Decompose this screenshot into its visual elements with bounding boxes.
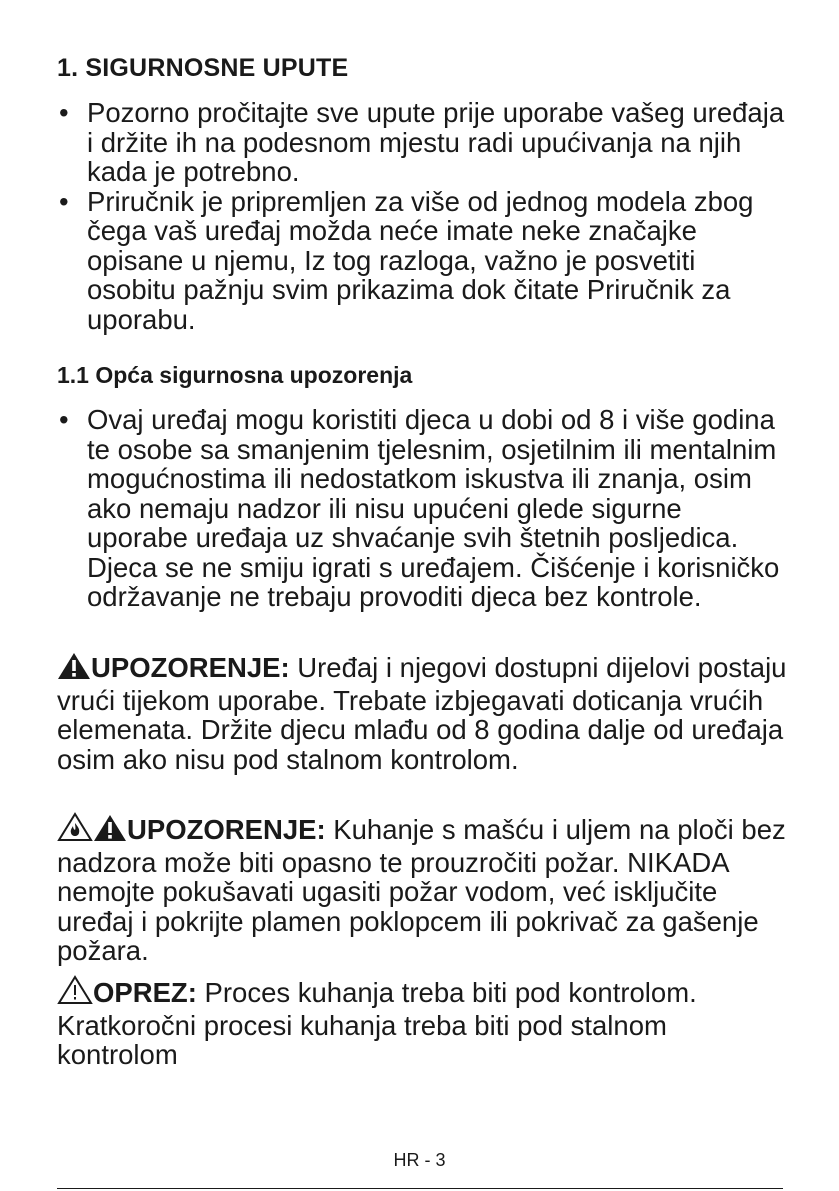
bullet: • [59, 97, 69, 128]
subsection-title: 1.1 Opća sigurnosna upozorenja [57, 362, 413, 388]
page-number: HR - 3 [393, 1150, 446, 1170]
list-item-text: Pozorno pročitajte sve upute prije uporabe vašeg uređaja i držite ih na podesnom mjestu radi upućivanja na njih kada je potrebno. [87, 97, 785, 187]
list-item-text: Ovaj uređaj mogu koristiti djeca u dobi od 8 i više godina te osobe sa smanjenim tjelesnim, osjetilnim ili mentalnim mogućnostima ili nedostatkom iskustva ili znanja, osim ako nemaju nadzor ili nisu upućeni glede sigurne uporabe uređaja uz shvaćanje svih štetnih posljedica. Djeca se ne smiju igrati s uređajem. Čišćenje i korisničko održavanje ne trebaju provoditi djeca bez kontrole. [87, 404, 780, 612]
list-item-text: Priručnik je pripremljen za više od jednog modela zbog čega vaš uređaj možda neće imate neke značajke opisane u njemu, Iz tog razloga, važno je posvetiti osobitu pažnju svim prikazima dok čitate Priručnik za uporabu. [87, 185, 754, 335]
list-item [57, 405, 787, 612]
footer-divider [57, 1188, 783, 1189]
bullet: • [59, 185, 69, 217]
warning-hot-surfaces [57, 652, 787, 774]
bullet: • [59, 404, 69, 435]
warning-label: UPOZORENJE: [91, 652, 290, 683]
caution-label: OPREZ: [93, 977, 197, 1008]
list-item [57, 187, 787, 335]
caution-cooking [57, 975, 787, 1070]
warning-text: Uređaj i njegovi dostupni dijelovi postaju vrući tijekom uporabe. Trebate izbjegavati doticanja vrućih elemenata. Držite djecu mlađu od 8 godina dalje od uređaja osim ako nisu pod stalnom kontrolom. [57, 652, 787, 775]
warning-triangle-icon [93, 814, 127, 848]
fire-hazard-icon [57, 812, 93, 848]
list-item [57, 98, 787, 187]
caution-triangle-icon [57, 975, 93, 1011]
section-title: 1. SIGURNOSNE UPUTE [57, 54, 349, 82]
warning-label: UPOZORENJE: [127, 814, 326, 845]
intro-list [57, 98, 787, 334]
warning-triangle-icon [57, 652, 91, 686]
general-warnings-list [57, 405, 787, 612]
warning-text: Kuhanje s mašću i uljem na ploči bez nadzora može biti opasno te prouzročiti požar. NIKADA nemojte pokušavati ugasiti požar vodom, već isključite uređaj i pokrijte plamen poklopcem ili pokrivač za gašenje požara. [57, 814, 786, 966]
warning-fire [57, 812, 787, 966]
caution-text: Proces kuhanja treba biti pod kontrolom. Kratkoročni procesi kuhanja treba biti pod stalnom kontrolom [57, 977, 697, 1070]
